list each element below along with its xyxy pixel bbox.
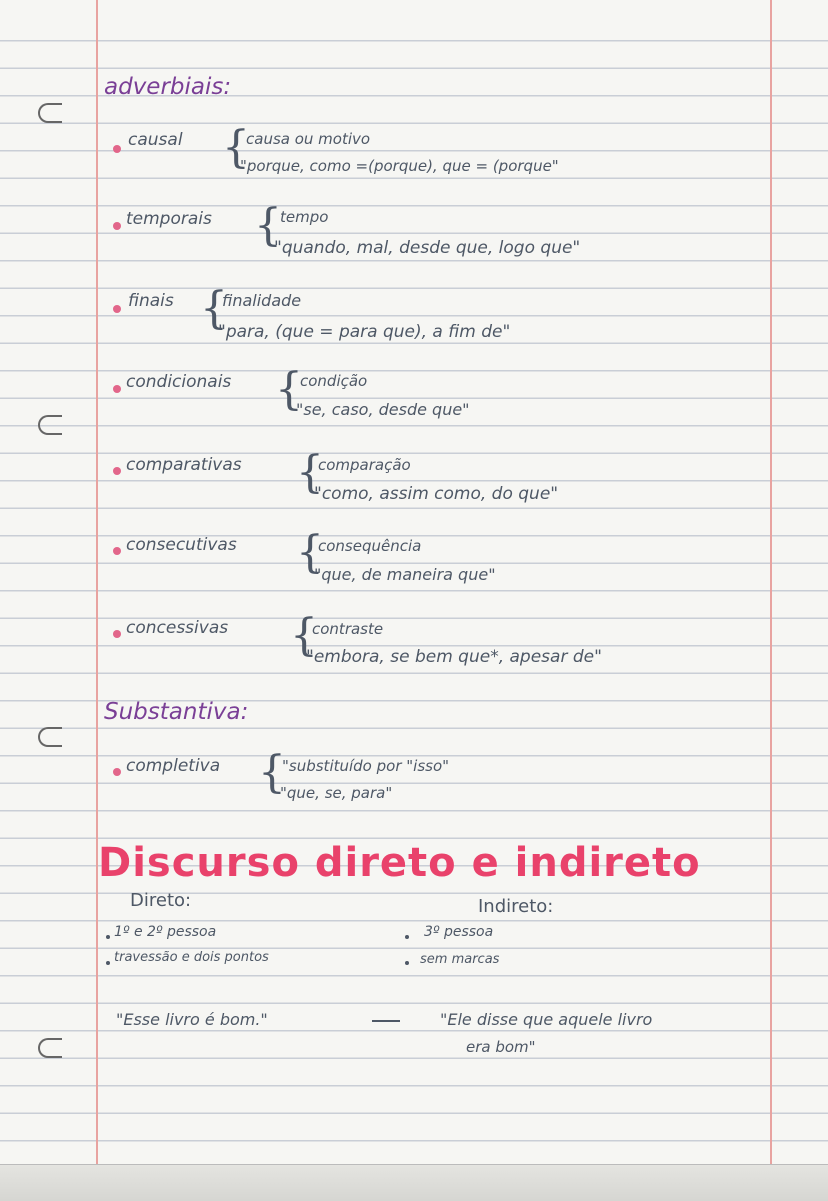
bullet-icon: [113, 305, 121, 313]
brace-icon: {: [200, 283, 228, 334]
bullet-icon: [405, 935, 409, 939]
brace-icon: {: [296, 447, 324, 498]
clause-meaning: finalidade: [222, 291, 302, 310]
page-title-discurso: Discurso direto e indireto: [98, 840, 701, 886]
clause-examples: "embora, se bem que*, apesar de": [306, 647, 602, 667]
bullet-icon: [113, 222, 121, 230]
clause-meaning: contraste: [312, 620, 384, 638]
bullet-icon: [113, 385, 121, 393]
clause-label-causal: causal: [128, 130, 183, 150]
brace-icon: {: [254, 200, 282, 251]
indireto-item: sem marcas: [420, 952, 500, 967]
clause-label-consecutivas: consecutivas: [126, 535, 237, 555]
bullet-icon: [106, 935, 110, 939]
clause-examples: "se, caso, desde que": [296, 400, 470, 419]
subheading-indireto: Indireto:: [478, 896, 554, 917]
bullet-icon: [113, 467, 121, 475]
binder-ring-icon: [38, 1038, 62, 1058]
bullet-icon: [405, 961, 409, 965]
clause-examples: "que, de maneira que": [314, 565, 496, 584]
indireto-example-line2: era bom": [466, 1038, 536, 1056]
clause-examples: "quando, mal, desde que, logo que": [274, 238, 581, 258]
brace-icon: {: [258, 747, 286, 798]
direto-item: travessão e dois pontos: [114, 950, 269, 965]
clause-examples: "porque, como =(porque), que = (porque": [240, 157, 559, 175]
bullet-icon: [113, 547, 121, 555]
clause-meaning: consequência: [318, 537, 422, 555]
bullet-icon: [106, 961, 110, 965]
clause-label-comparativas: comparativas: [126, 455, 242, 475]
clause-label-temporais: temporais: [126, 209, 212, 229]
direto-example: "Esse livro é bom.": [116, 1010, 268, 1029]
left-margin-line: [96, 0, 98, 1201]
clause-meaning: "substituído por "isso": [282, 757, 450, 775]
brace-icon: {: [290, 610, 318, 661]
binder-ring-icon: [38, 103, 62, 123]
section-heading-adverbiais: adverbiais:: [104, 74, 232, 100]
bullet-icon: [113, 630, 121, 638]
clause-meaning: comparação: [318, 456, 411, 474]
bullet-icon: [113, 768, 121, 776]
brace-icon: {: [296, 527, 324, 578]
clause-label-concessivas: concessivas: [126, 618, 229, 638]
brace-icon: {: [222, 122, 250, 173]
bullet-icon: [113, 145, 121, 153]
clause-meaning: condição: [300, 372, 368, 390]
binder-ring-icon: [38, 727, 62, 747]
binder-ring-icon: [38, 415, 62, 435]
clause-label-completiva: completiva: [126, 756, 221, 776]
clause-label-finais: finais: [128, 291, 174, 311]
clause-meaning: causa ou motivo: [246, 130, 371, 148]
right-margin-line: [770, 0, 772, 1201]
section-heading-substantiva: Substantiva:: [104, 699, 249, 725]
clause-examples: "para, (que = para que), a fim de": [218, 322, 511, 342]
clause-meaning: tempo: [280, 208, 329, 226]
indireto-example-line1: "Ele disse que aquele livro: [440, 1010, 653, 1029]
page-bottom-edge: [0, 1164, 828, 1201]
subheading-direto: Direto:: [130, 890, 192, 911]
direto-item: 1º e 2º pessoa: [114, 924, 217, 940]
indireto-item: 3º pessoa: [424, 924, 494, 940]
clause-examples: "que, se, para": [280, 784, 393, 802]
brace-icon: {: [275, 364, 303, 415]
dash-divider: [372, 1020, 400, 1022]
clause-label-condicionais: condicionais: [126, 372, 232, 392]
clause-examples: "como, assim como, do que": [314, 484, 559, 504]
